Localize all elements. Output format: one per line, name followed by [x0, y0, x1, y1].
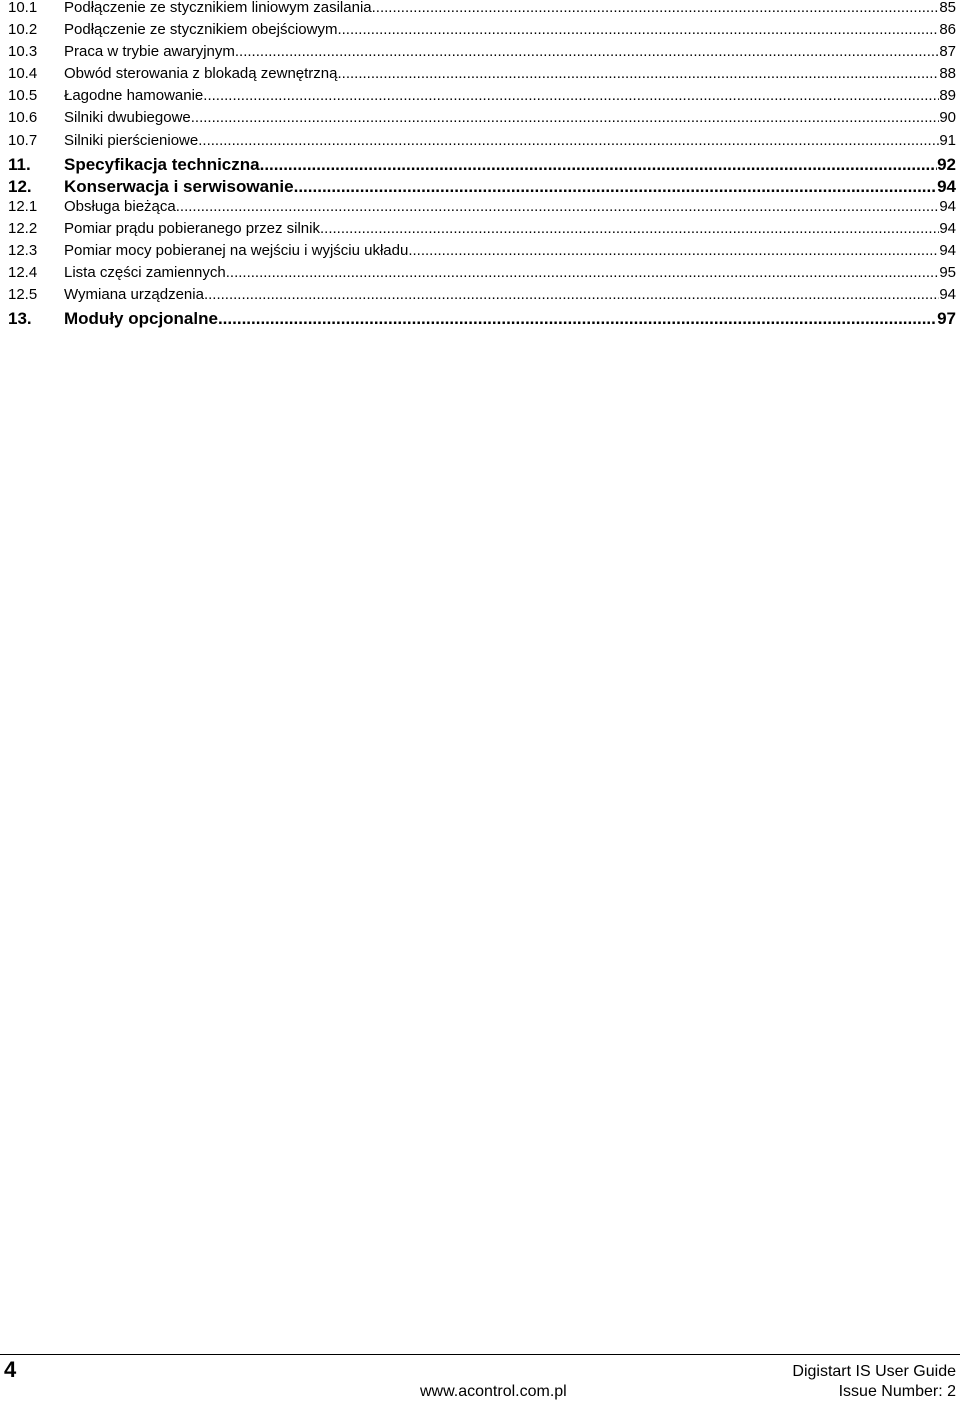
table-of-contents — [8, 0, 956, 331]
toc-entry-page: 92 — [937, 154, 956, 174]
toc-dot-leader — [372, 0, 940, 15]
footer-issue-number: Issue Number: 2 — [838, 1383, 956, 1400]
toc-entry-page: 91 — [939, 132, 956, 149]
toc-entry-page: 94 — [939, 287, 956, 304]
toc-dot-leader — [203, 88, 939, 103]
toc-entry-page: 94 — [939, 220, 956, 237]
toc-entry[interactable] — [8, 309, 956, 331]
toc-entry-number: 10.6 — [8, 110, 38, 127]
footer-website: www.acontrol.com.pl — [420, 1383, 567, 1400]
toc-dot-leader — [204, 287, 939, 302]
toc-dot-leader — [176, 199, 940, 214]
toc-entry-number: 12. — [8, 176, 32, 196]
toc-entry[interactable] — [8, 243, 956, 265]
toc-entry-title: Podłączenie ze stycznikiem obejściowym — [64, 22, 338, 39]
toc-entry-page: 86 — [939, 22, 956, 39]
toc-entry[interactable] — [8, 110, 956, 132]
toc-dot-leader — [320, 221, 939, 236]
toc-entry-title: Łagodne hamowanie — [64, 88, 204, 105]
toc-entry[interactable] — [8, 44, 956, 66]
toc-entry-page: 94 — [939, 243, 956, 260]
toc-dot-leader — [235, 44, 939, 59]
toc-entry[interactable] — [8, 287, 956, 309]
toc-entry-number: 13. — [8, 309, 32, 329]
toc-entry-title: Pomiar mocy pobieranej na wejściu i wyjściu układu — [64, 243, 409, 260]
toc-entry-page: 87 — [939, 44, 956, 61]
toc-dot-leader — [226, 265, 940, 280]
footer-divider — [0, 1354, 960, 1355]
toc-dot-leader — [408, 243, 939, 258]
toc-entry-title: Podłączenie ze stycznikiem liniowym zasilania — [64, 0, 372, 16]
toc-entry-number: 10.1 — [8, 0, 38, 16]
toc-entry-title: Silniki pierścieniowe — [64, 132, 199, 149]
toc-entry-title: Obsługa bieżąca — [64, 198, 176, 215]
toc-entry-page: 90 — [939, 110, 956, 127]
toc-dot-leader — [198, 133, 939, 148]
toc-entry-number: 12.2 — [8, 220, 38, 237]
toc-entry[interactable] — [8, 155, 956, 177]
toc-entry-page: 95 — [939, 265, 956, 282]
toc-entry-title: Lista części zamiennych — [64, 265, 226, 282]
toc-dot-leader — [337, 22, 939, 37]
toc-entry-title: Wymiana urządzenia — [64, 287, 204, 304]
toc-entry[interactable] — [8, 199, 956, 221]
toc-dot-leader — [260, 155, 937, 174]
page-number: 4 — [4, 1357, 17, 1382]
toc-entry-title: Konserwacja i serwisowanie — [64, 176, 294, 196]
toc-entry-number: 10.3 — [8, 44, 38, 61]
toc-entry[interactable] — [8, 0, 956, 22]
toc-entry-number: 12.5 — [8, 287, 38, 304]
toc-entry-number: 12.4 — [8, 265, 38, 282]
toc-entry-number: 10.7 — [8, 132, 38, 149]
toc-entry[interactable] — [8, 66, 956, 88]
toc-entry-title: Pomiar prądu pobieranego przez silnik — [64, 220, 320, 237]
toc-entry[interactable] — [8, 221, 956, 243]
footer-doc-title: Digistart IS User Guide — [792, 1363, 956, 1380]
toc-dot-leader — [294, 177, 937, 196]
toc-entry-page: 88 — [939, 66, 956, 83]
toc-entry-number: 10.4 — [8, 66, 38, 83]
toc-entry-title: Obwód sterowania z blokadą zewnętrzną — [64, 66, 338, 83]
toc-dot-leader — [191, 110, 940, 125]
toc-dot-leader — [338, 66, 940, 81]
toc-entry-page: 94 — [939, 198, 956, 215]
toc-entry[interactable] — [8, 177, 956, 199]
toc-entry-page: 97 — [937, 309, 956, 329]
toc-entry[interactable] — [8, 133, 956, 155]
toc-entry-title: Silniki dwubiegowe — [64, 110, 191, 127]
toc-entry-number: 10.2 — [8, 22, 38, 39]
toc-entry-title: Praca w trybie awaryjnym — [64, 44, 235, 61]
toc-entry-title: Specyfikacja techniczna — [64, 154, 260, 174]
toc-entry-page: 89 — [939, 88, 956, 105]
toc-entry-title: Moduły opcjonalne — [64, 309, 218, 329]
toc-entry[interactable] — [8, 88, 956, 110]
toc-entry[interactable] — [8, 22, 956, 44]
toc-entry-number: 11. — [8, 154, 31, 174]
toc-dot-leader — [218, 309, 937, 328]
toc-entry-page: 85 — [939, 0, 956, 16]
toc-entry[interactable] — [8, 265, 956, 287]
toc-entry-number: 12.1 — [8, 198, 38, 215]
toc-entry-page: 94 — [937, 176, 956, 196]
toc-entry-number: 12.3 — [8, 243, 38, 260]
toc-entry-number: 10.5 — [8, 88, 38, 105]
